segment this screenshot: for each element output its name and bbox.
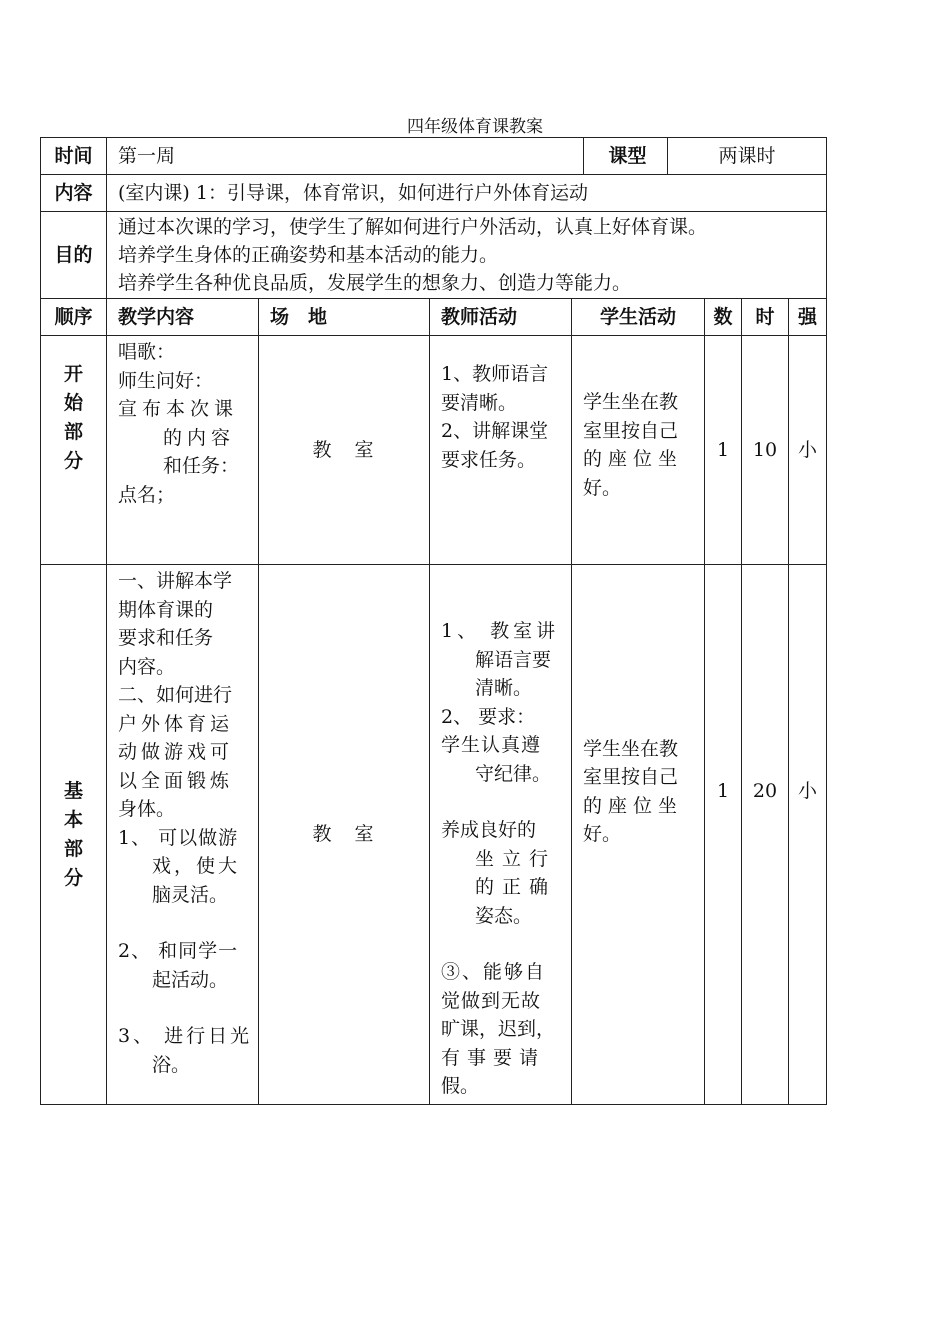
goal-label: 目的 [41, 212, 107, 299]
lesson-type-value: 两课时 [667, 138, 826, 174]
section-teacher-basic: 1、 教室讲 解语言要 清晰。 2、 要求： 学生认真遵 守纪律。 养成良好的 坐立行 的正确 姿态。 ③、能够自 觉做到无故 旷课，迟到， 有事要请 假。 [430, 565, 572, 1105]
section-venue-basic: 教 室 [259, 565, 430, 1105]
time-value: 第一周 [118, 144, 176, 167]
header-order: 顺序 [41, 299, 107, 336]
header-row [41, 299, 827, 336]
goal-line: 培养学生各种优良品质，发展学生的想象力、创造力等能力。 [118, 272, 632, 294]
section-name-start: 开 始 部 分 [41, 336, 107, 565]
section-intensity-basic: 小 [789, 565, 827, 1105]
goal-text [107, 212, 827, 299]
header-count: 数 [705, 299, 742, 336]
header-student-activity: 学生活动 [572, 299, 705, 336]
section-venue-start: 教 室 [259, 336, 430, 565]
section-intensity-start: 小 [789, 336, 827, 565]
header-venue: 场 地 [259, 299, 430, 336]
section-student-basic: 学生坐在教 室里按自己 的座位坐 好。 [572, 565, 705, 1105]
section-time-start: 10 [742, 336, 789, 565]
page-title: 四年级体育课教案 [407, 117, 543, 137]
lesson-type-cell [705, 138, 827, 175]
section-teacher-start: 1、教师语言 要清晰。 2、讲解课堂 要求任务。 [430, 336, 572, 565]
section-count-basic: 1 [705, 565, 742, 1105]
goal-line: 通过本次课的学习，使学生了解如何进行户外活动，认真上好体育课。 [118, 216, 708, 238]
section-student-start: 学生坐在教 室里按自己 的座位坐 好。 [572, 336, 705, 565]
lesson-type-label: 课型 [583, 138, 672, 174]
lesson-plan-table [40, 137, 827, 1105]
section-row-start [41, 336, 827, 565]
section-content-start: 唱歌： 师生问好： 宣布本次课 的内容 和任务： 点名； [107, 336, 259, 565]
section-count-start: 1 [705, 336, 742, 565]
content-value: (室内课) 1：引导课，体育常识，如何进行户外体育运动 [107, 175, 827, 212]
header-teacher-activity: 教师活动 [430, 299, 572, 336]
section-row-basic [41, 565, 827, 1105]
time-value-cell [107, 138, 705, 175]
goal-line: 培养学生身体的正确姿势和基本活动的能力。 [118, 244, 499, 266]
header-intensity: 强 [789, 299, 827, 336]
time-label: 时间 [41, 138, 107, 175]
section-name-basic: 基 本 部 分 [41, 565, 107, 1105]
header-teaching-content: 教学内容 [107, 299, 259, 336]
content-label: 内容 [41, 175, 107, 212]
goal-row [41, 212, 827, 299]
header-time: 时 [742, 299, 789, 336]
content-row [41, 175, 827, 212]
time-row [41, 138, 827, 175]
section-time-basic: 20 [742, 565, 789, 1105]
section-content-basic: 一、讲解本学 期体育课的 要求和任务 内容。 二、如何进行 户外体育运 动做游戏可 以全面锻炼 身体。 1、 可以做游 戏，使大 脑灵活。 2、 和同学一 起活动。 3、 进行日光 浴。 [107, 565, 259, 1105]
